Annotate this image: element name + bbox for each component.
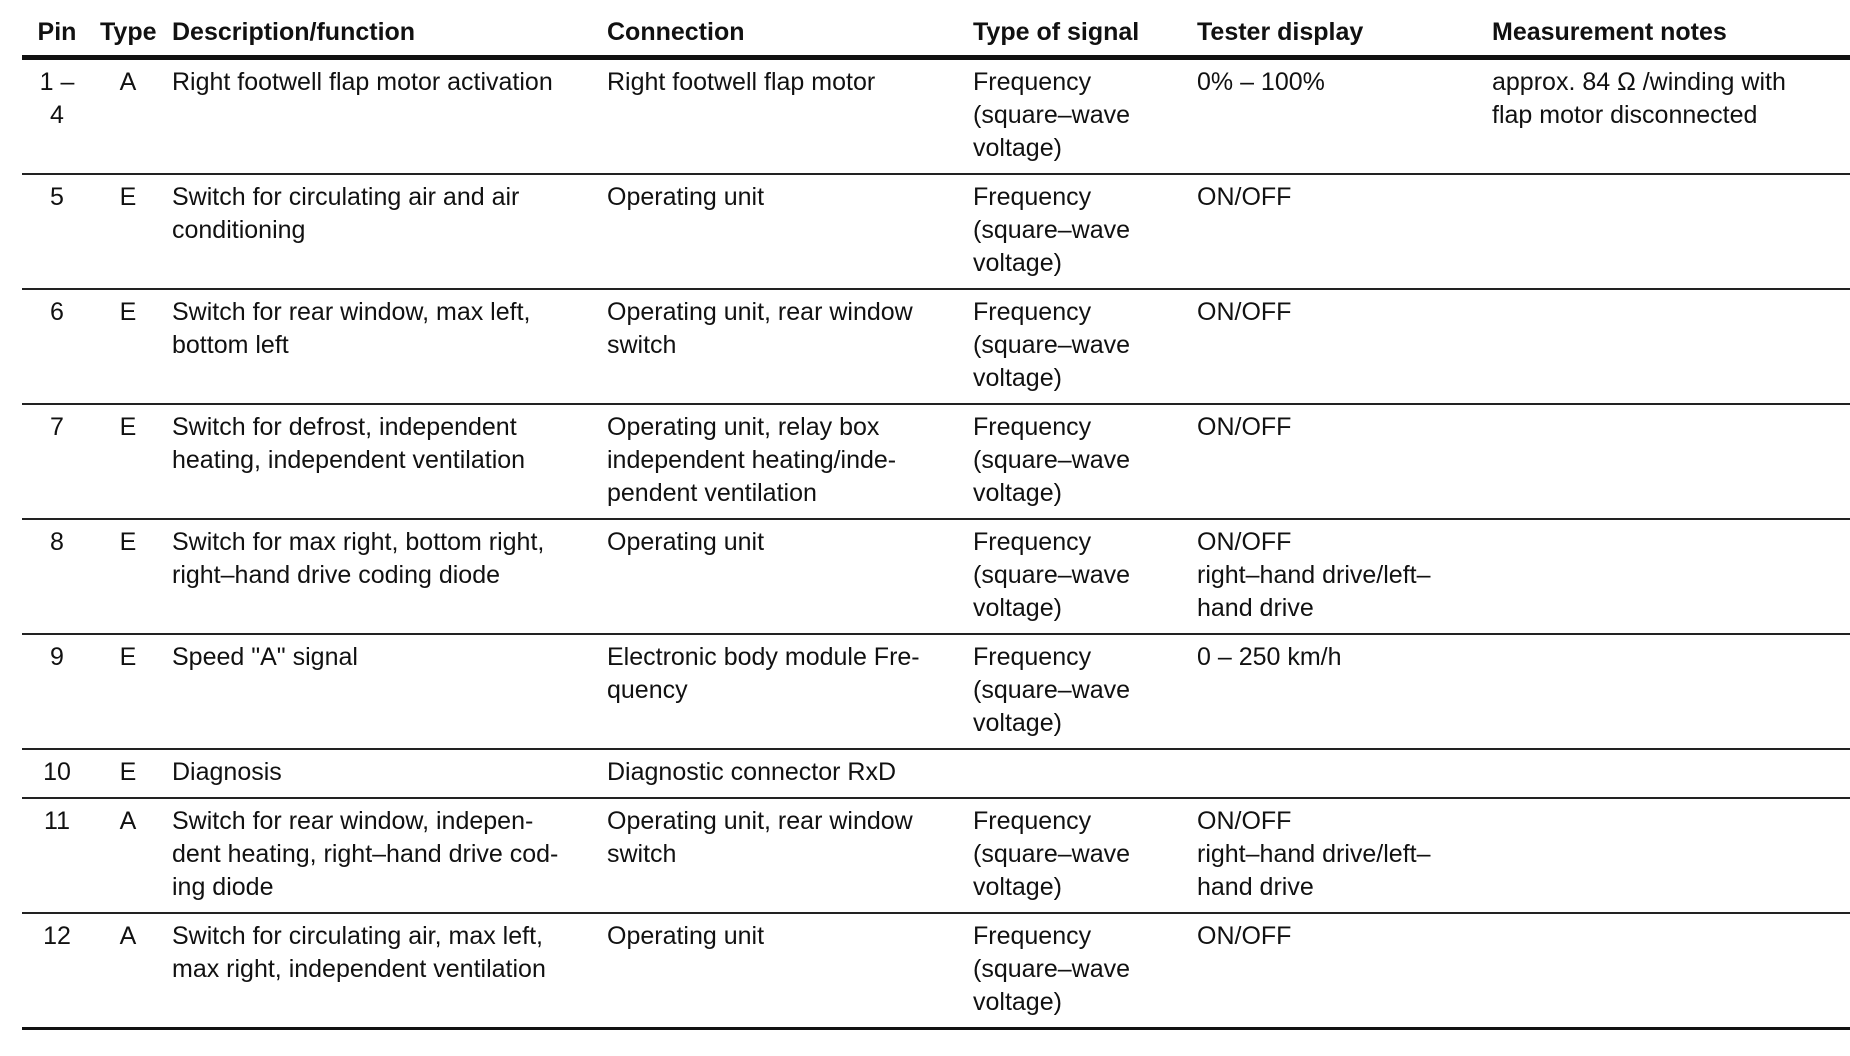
- cell-signal: [965, 289, 1189, 404]
- cell-pin-text: 12: [43, 922, 71, 950]
- cell-signal: [965, 913, 1189, 1029]
- cell-signal-text: Frequency (square–wave voltage): [973, 413, 1131, 507]
- cell-tester-display: [1189, 519, 1484, 634]
- cell-pin-text: 5: [50, 183, 64, 211]
- cell-pin-text: 7: [50, 413, 64, 441]
- cell-tester-display: [1189, 749, 1484, 798]
- cell-connection-text: Right footwell flap motor: [607, 68, 876, 96]
- cell-connection: [599, 404, 965, 519]
- cell-signal: [965, 404, 1189, 519]
- cell-description: [164, 519, 599, 634]
- cell-description-text: Switch for rear window, indepen- dent heating, right–hand drive cod- ing diode: [172, 807, 559, 901]
- cell-type: [92, 634, 164, 749]
- cell-type: [92, 519, 164, 634]
- cell-tester-display: [1189, 913, 1484, 1029]
- cell-type-text: E: [119, 183, 137, 211]
- table-row: [22, 519, 1850, 634]
- cell-type-text: E: [119, 643, 137, 671]
- cell-signal-text: Frequency (square–wave voltage): [973, 643, 1131, 737]
- cell-connection-text: Operating unit: [607, 183, 765, 211]
- cell-type-text: E: [119, 528, 137, 556]
- cell-measurement-notes: [1484, 58, 1850, 175]
- cell-pin-text: 1 – 4: [39, 68, 75, 129]
- cell-connection: [599, 174, 965, 289]
- header-tester-display: Tester display: [1189, 14, 1484, 58]
- cell-measurement-notes: [1484, 749, 1850, 798]
- cell-connection-text: Operating unit: [607, 922, 765, 950]
- cell-type-text: E: [119, 758, 137, 786]
- cell-description-text: Right footwell flap motor activation: [172, 68, 553, 96]
- cell-measurement-notes: [1484, 404, 1850, 519]
- cell-description-text: Switch for rear window, max left, bottom left: [172, 298, 531, 359]
- cell-measurement-notes: [1484, 798, 1850, 913]
- cell-connection-text: Electronic body module Fre- quency: [607, 643, 920, 704]
- cell-pin: [22, 913, 92, 1029]
- cell-type-text: A: [119, 922, 137, 950]
- cell-connection: [599, 798, 965, 913]
- cell-signal: [965, 174, 1189, 289]
- cell-tester-text: ON/OFF right–hand drive/left– hand drive: [1197, 807, 1431, 901]
- cell-description-text: Switch for max right, bottom right, right–hand drive coding diode: [172, 528, 545, 589]
- cell-type: [92, 798, 164, 913]
- cell-notes-text: approx. 84 Ω /winding with flap motor disconnected: [1492, 68, 1786, 129]
- cell-signal: [965, 634, 1189, 749]
- cell-tester-display: [1189, 634, 1484, 749]
- cell-signal-text: Frequency (square–wave voltage): [973, 807, 1131, 901]
- cell-description: [164, 798, 599, 913]
- header-measurement-notes: Measurement notes: [1484, 14, 1850, 58]
- cell-pin: [22, 634, 92, 749]
- cell-pin-text: 10: [43, 758, 71, 786]
- cell-type-text: E: [119, 413, 137, 441]
- cell-signal-text: Frequency (square–wave voltage): [973, 922, 1131, 1016]
- cell-connection: [599, 519, 965, 634]
- cell-description: [164, 289, 599, 404]
- cell-description-text: Diagnosis: [172, 758, 282, 786]
- cell-signal: [965, 519, 1189, 634]
- cell-pin: [22, 174, 92, 289]
- cell-pin-text: 9: [50, 643, 64, 671]
- cell-tester-text: 0 – 250 km/h: [1197, 643, 1342, 671]
- cell-description-text: Switch for circulating air and air conditioning: [172, 183, 520, 244]
- cell-description: [164, 634, 599, 749]
- cell-tester-text: ON/OFF: [1197, 298, 1292, 326]
- document-page: [22, 14, 1850, 1030]
- table-row: [22, 913, 1850, 1029]
- cell-description-text: Switch for circulating air, max left, max right, independent ventilation: [172, 922, 546, 983]
- cell-connection: [599, 58, 965, 175]
- table-row: [22, 404, 1850, 519]
- cell-type: [92, 58, 164, 175]
- cell-connection: [599, 634, 965, 749]
- header-type: Type: [92, 14, 164, 58]
- cell-tester-display: [1189, 58, 1484, 175]
- cell-connection-text: Operating unit: [607, 528, 765, 556]
- cell-type-text: A: [119, 807, 137, 835]
- table-row: [22, 798, 1850, 913]
- cell-pin: [22, 749, 92, 798]
- cell-connection-text: Operating unit, relay box independent heating/inde- pendent ventilation: [607, 413, 897, 507]
- cell-measurement-notes: [1484, 289, 1850, 404]
- cell-description: [164, 913, 599, 1029]
- cell-signal-text: Frequency (square–wave voltage): [973, 528, 1131, 622]
- cell-pin: [22, 404, 92, 519]
- cell-tester-text: ON/OFF: [1197, 922, 1292, 950]
- cell-pin: [22, 798, 92, 913]
- cell-signal: [965, 749, 1189, 798]
- cell-pin-text: 8: [50, 528, 64, 556]
- cell-measurement-notes: [1484, 913, 1850, 1029]
- table-row: [22, 58, 1850, 175]
- cell-connection: [599, 913, 965, 1029]
- cell-measurement-notes: [1484, 519, 1850, 634]
- cell-tester-text: ON/OFF: [1197, 413, 1292, 441]
- cell-type: [92, 289, 164, 404]
- cell-measurement-notes: [1484, 634, 1850, 749]
- table-row: [22, 174, 1850, 289]
- cell-signal: [965, 58, 1189, 175]
- cell-signal-text: Frequency (square–wave voltage): [973, 183, 1131, 277]
- cell-description: [164, 174, 599, 289]
- cell-tester-text: ON/OFF right–hand drive/left– hand drive: [1197, 528, 1431, 622]
- header-description: Description/function: [164, 14, 599, 58]
- cell-signal: [965, 798, 1189, 913]
- cell-pin: [22, 519, 92, 634]
- cell-connection: [599, 749, 965, 798]
- cell-type: [92, 404, 164, 519]
- cell-tester-text: ON/OFF: [1197, 183, 1292, 211]
- cell-description: [164, 749, 599, 798]
- cell-signal-text: Frequency (square–wave voltage): [973, 68, 1131, 162]
- cell-description-text: Speed "A" signal: [172, 643, 358, 671]
- cell-pin: [22, 289, 92, 404]
- header-signal: Type of signal: [965, 14, 1189, 58]
- cell-description: [164, 58, 599, 175]
- cell-type: [92, 913, 164, 1029]
- cell-pin-text: 6: [50, 298, 64, 326]
- cell-connection-text: Diagnostic connector RxD: [607, 758, 897, 786]
- table-header-row: [22, 14, 1850, 58]
- cell-signal-text: Frequency (square–wave voltage): [973, 298, 1131, 392]
- cell-tester-display: [1189, 174, 1484, 289]
- cell-connection-text: Operating unit, rear window switch: [607, 298, 913, 359]
- table-row: [22, 289, 1850, 404]
- cell-tester-display: [1189, 798, 1484, 913]
- cell-pin-text: 11: [44, 807, 70, 835]
- cell-description-text: Switch for defrost, independent heating, independent ventilation: [172, 413, 526, 474]
- cell-type-text: E: [119, 298, 137, 326]
- table-row: [22, 634, 1850, 749]
- cell-tester-display: [1189, 289, 1484, 404]
- cell-measurement-notes: [1484, 174, 1850, 289]
- cell-tester-display: [1189, 404, 1484, 519]
- header-pin: Pin: [22, 14, 92, 58]
- cell-connection: [599, 289, 965, 404]
- cell-type-text: A: [119, 68, 137, 96]
- cell-pin: [22, 58, 92, 175]
- cell-connection-text: Operating unit, rear window switch: [607, 807, 913, 868]
- table-row: [22, 749, 1850, 798]
- cell-tester-text: 0% – 100%: [1197, 68, 1325, 96]
- header-connection: Connection: [599, 14, 965, 58]
- cell-description: [164, 404, 599, 519]
- cell-type: [92, 174, 164, 289]
- pin-assignment-table: [22, 14, 1850, 1030]
- cell-type: [92, 749, 164, 798]
